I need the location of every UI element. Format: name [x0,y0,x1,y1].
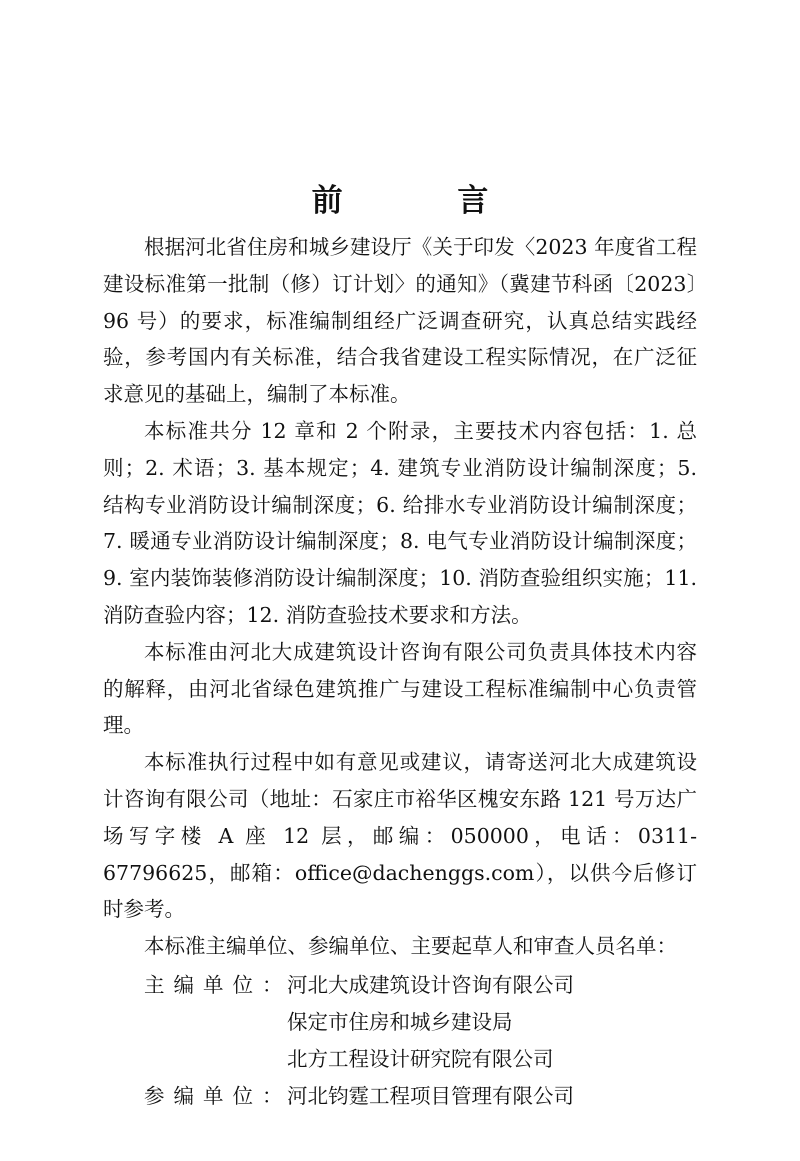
chief-unit-name: 河北大成建筑设计咨询有限公司 [287,972,574,997]
participating-unit-name: 河北钧霆工程项目管理有限公司 [287,1083,574,1108]
staff-label-spacer [103,1004,287,1041]
document-body [103,229,697,1115]
paragraph-staff-intro: 本标准主编单位、参编单位、主要起草人和审查人员名单： [144,934,677,959]
chief-unit-name: 北方工程设计研究院有限公司 [287,1046,554,1071]
participating-unit-label: 参编单位： [144,1083,292,1108]
staff-label-spacer [103,1041,287,1078]
chief-unit-row [103,1004,697,1041]
page-title: 前 言 [311,182,541,219]
paragraph-feedback: 本标准执行过程中如有意见或建议，请寄送河北大成建筑设计咨询有限公司（地址：石家庄市裕华区槐安东路 121 号万达广场写字楼 A 座 12 层，邮编：050000，电话：0311-67796625，邮箱：office@dachenggs.com），以供今后修订时参考。 [103,750,697,922]
staff-list [103,967,697,1115]
chief-unit-row [103,1041,697,1078]
chief-unit-row [103,967,697,1004]
paragraph-contents: 本标准共分 12 章和 2 个附录，主要技术内容包括：1. 总则；2. 术语；3. 基本规定；4. 建筑专业消防设计编制深度；5. 结构专业消防设计编制深度；6. 给排水专业消防设计编制深度；7. 暖通专业消防设计编制深度；8. 电气专业消防设计编制深度；9. 室内装饰装修消防设计编制深度；10. 消防查验组织实施；11. 消防查验内容；12. 消防查验技术要求和方法。 [103,418,697,627]
paragraph-interpretation: 本标准由河北大成建筑设计咨询有限公司负责具体技术内容的解释，由河北省绿色建筑推广与建设工程标准编制中心负责管理。 [103,639,697,738]
chief-unit-name: 保定市住房和城乡建设局 [287,1009,513,1034]
paragraph-background: 根据河北省住房和城乡建设厅《关于印发〈2023 年度省工程建设标准第一批制（修）订计划〉的通知》（冀建节科函〔2023〕96 号）的要求，标准编制组经广泛调查研究，认真总结实践经验，参考国内有关标准，结合我省建设工程实际情况，在广泛征求意见的基础上，编制了本标准。 [103,235,697,407]
participating-unit-row [103,1078,697,1115]
chief-unit-label: 主编单位： [144,972,292,997]
